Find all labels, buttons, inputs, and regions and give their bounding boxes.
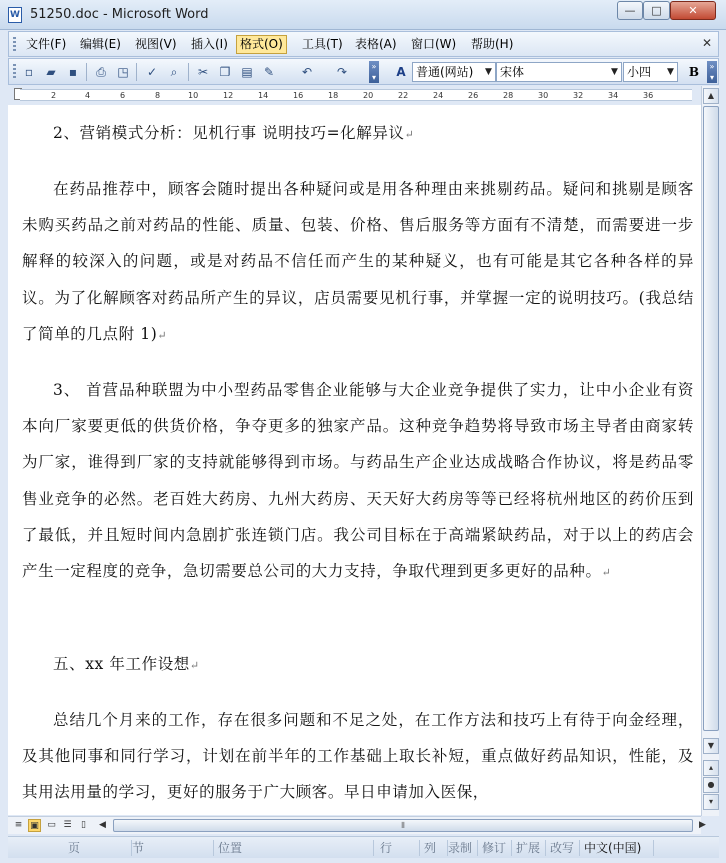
scroll-down-icon[interactable]: ▼: [703, 738, 719, 754]
ruler-mark: 10: [188, 91, 199, 100]
save-icon[interactable]: ▪: [68, 65, 78, 79]
toolbar-separator: [136, 63, 137, 81]
ruler-mark: 36: [643, 91, 654, 100]
outline-view-icon[interactable]: ☰: [63, 820, 72, 830]
print-icon[interactable]: ⎙: [96, 65, 106, 79]
minimize-button[interactable]: —: [617, 1, 643, 20]
paragraph[interactable]: [22, 115, 694, 153]
paragraph-mark: ↵: [157, 328, 168, 342]
new-icon[interactable]: ▫: [24, 65, 34, 79]
menu-table[interactable]: 表格(A): [355, 37, 397, 51]
word-app-icon[interactable]: W: [8, 7, 22, 23]
redo-icon[interactable]: ↷: [336, 65, 348, 79]
font-value: 宋体: [500, 65, 525, 79]
ruler-scale: [20, 89, 692, 101]
ruler-mark: 32: [573, 91, 584, 100]
scroll-right-icon[interactable]: ▶: [699, 820, 706, 830]
style-combo[interactable]: [412, 62, 496, 82]
document-page[interactable]: [8, 105, 701, 815]
toolbar-separator: [86, 63, 87, 81]
ruler-mark: 2: [51, 91, 57, 100]
undo-icon[interactable]: ↶: [301, 65, 313, 79]
web-layout-view-icon[interactable]: ▣: [28, 819, 41, 832]
toolbar-options-icon[interactable]: » ▾: [707, 61, 717, 83]
status-overtype[interactable]: 改写: [546, 840, 580, 856]
toolbar-grip-icon[interactable]: [13, 64, 16, 80]
paragraph-mark: ↵: [601, 566, 612, 580]
ruler-mark: 26: [468, 91, 479, 100]
paragraph-text: 总结几个月来的工作，存在很多问题和不足之处，在工作方法和技巧上有待于向金经理，及其他同事和同行学习，计划在前半年的工作基础上取长补短，重点做好药品知识，性能，及其用法用量的学习，更好的服务于广大顾客。早日申请加入医保，: [22, 711, 694, 802]
menu-window[interactable]: 窗口(W): [411, 37, 457, 51]
paragraph[interactable]: [22, 702, 694, 811]
next-page-icon[interactable]: ▾: [703, 794, 719, 810]
menu-view[interactable]: 视图(V): [135, 37, 177, 51]
cut-icon[interactable]: ✂: [197, 65, 209, 79]
paragraph[interactable]: [22, 646, 694, 684]
paragraph-text: 2、营销模式分析：见机行事 说明技巧=化解异议: [53, 124, 405, 142]
ruler-mark: 12: [223, 91, 234, 100]
reading-view-icon[interactable]: ▯: [81, 820, 86, 830]
status-bar: [8, 836, 719, 858]
font-size-combo[interactable]: [623, 62, 678, 82]
paste-icon[interactable]: ▤: [241, 65, 253, 79]
status-track-changes[interactable]: 修订: [478, 840, 512, 856]
menu-grip-icon[interactable]: [13, 37, 16, 53]
status-section: 节: [128, 840, 214, 856]
formatting-toolbar: [8, 58, 719, 85]
chevron-down-icon[interactable]: ▼: [667, 67, 674, 77]
menu-edit[interactable]: 编辑(E): [80, 37, 121, 51]
chevron-down-icon[interactable]: ▼: [611, 67, 618, 77]
toolbar-options-icon[interactable]: » ▾: [369, 61, 379, 83]
horizontal-scroll-thumb[interactable]: ⦀: [113, 819, 693, 832]
ruler-mark: 14: [258, 91, 269, 100]
font-size-value: 小四: [627, 65, 652, 79]
menu-file[interactable]: 文件(F): [26, 37, 67, 51]
window-title: 51250.doc - Microsoft Word: [30, 7, 209, 22]
paragraph-text: 五、xx 年工作设想: [53, 655, 190, 673]
ruler-mark: 20: [363, 91, 374, 100]
paragraph[interactable]: [22, 372, 694, 591]
chevron-down-icon[interactable]: ▼: [485, 67, 492, 77]
print-preview-icon[interactable]: ◳: [117, 65, 129, 79]
horizontal-scrollbar[interactable]: [8, 816, 706, 834]
ruler-mark: 22: [398, 91, 409, 100]
font-combo[interactable]: [496, 62, 622, 82]
format-painter-icon[interactable]: ✎: [263, 65, 275, 79]
scroll-left-icon[interactable]: ◀: [99, 820, 106, 830]
close-button[interactable]: ✕: [670, 1, 716, 20]
scroll-up-icon[interactable]: ▲: [703, 88, 719, 104]
paragraph-text: 在药品推荐中，顾客会随时提出各种疑问或是用各种理由来挑剔药品。疑问和挑剔是顾客未购买药品之前对药品的性能、质量、包装、价格、售后服务等方面有不清楚，而需要进一步解释的较深入的问题，或是对药品不信任而产生的某种疑义，也有可能是其它各种各样的异议。为了化解顾客对药品所产生的异议，店员需要见机行事，并掌握一定的说明技巧。(我总结了简单的几点附 1): [22, 180, 694, 343]
ruler-mark: 4: [85, 91, 91, 100]
paragraph-mark: ↵: [404, 128, 415, 141]
maximize-button[interactable]: □: [643, 1, 670, 20]
vertical-scroll-thumb[interactable]: [703, 106, 719, 731]
open-icon[interactable]: ▰: [46, 65, 56, 79]
menu-bar: [8, 31, 719, 57]
ruler-mark: 28: [503, 91, 514, 100]
paragraph-mark: ↵: [189, 659, 200, 672]
ruler-mark: 24: [433, 91, 444, 100]
document-close-icon[interactable]: ✕: [701, 36, 712, 50]
status-page: 页: [64, 840, 132, 856]
print-layout-view-icon[interactable]: ▭: [47, 820, 56, 830]
status-column: 列: [420, 840, 448, 856]
status-line: 行: [376, 840, 420, 856]
ruler-mark: 16: [293, 91, 304, 100]
select-browse-object-icon[interactable]: ●: [703, 777, 719, 793]
paragraph[interactable]: [22, 171, 694, 354]
menu-help[interactable]: 帮助(H): [471, 37, 514, 51]
normal-view-icon[interactable]: ≡: [14, 820, 23, 830]
ruler-mark: 30: [538, 91, 549, 100]
status-extend[interactable]: 扩展: [512, 840, 546, 856]
bold-button[interactable]: B: [688, 65, 700, 79]
menu-tools[interactable]: 工具(T): [302, 37, 343, 51]
style-value: 普通(网站): [416, 65, 474, 79]
spelling-icon[interactable]: ✓: [146, 65, 158, 79]
status-record[interactable]: 录制: [444, 840, 478, 856]
copy-icon[interactable]: ❐: [219, 65, 231, 79]
vertical-scrollbar[interactable]: [701, 86, 719, 816]
ruler-mark: 34: [608, 91, 619, 100]
menu-insert[interactable]: 插入(I): [191, 37, 228, 51]
status-language[interactable]: 中文(中国): [580, 840, 654, 856]
previous-page-icon[interactable]: ▴: [703, 760, 719, 776]
ruler-mark: 6: [120, 91, 126, 100]
status-position: 位置: [214, 840, 374, 856]
toolbar-separator: [188, 63, 189, 81]
styles-pane-icon[interactable]: A: [396, 65, 406, 79]
ruler-mark: 8: [155, 91, 161, 100]
ruler-mark: 18: [328, 91, 339, 100]
horizontal-ruler[interactable]: [8, 86, 698, 104]
research-icon[interactable]: ⌕: [170, 65, 178, 79]
paragraph-text: 3、 首营品种联盟为中小型药品零售企业能够与大企业竞争提供了实力，让中小企业有资本向厂家要更低的供货价格，争夺更多的独家产品。这种竞争趋势将导致市场主导者由商家转为厂家，谁得到厂家的支持就能够得到市场。与药品生产企业达成战略合作协议，将是药品零售业竞争的必然。老百姓大药房、九州大药房、天天好大药房等等已经将杭州地区的药价压到了最低，并且短时间内急剧扩张连锁门店。我公司目标在于高端紧缺药品，对于以上的药店会产生一定程度的竞争，急切需要总公司的大力支持，争取代理到更多更好的品种。: [22, 381, 694, 581]
menu-format[interactable]: 格式(O): [236, 35, 287, 54]
title-bar: [0, 0, 726, 30]
